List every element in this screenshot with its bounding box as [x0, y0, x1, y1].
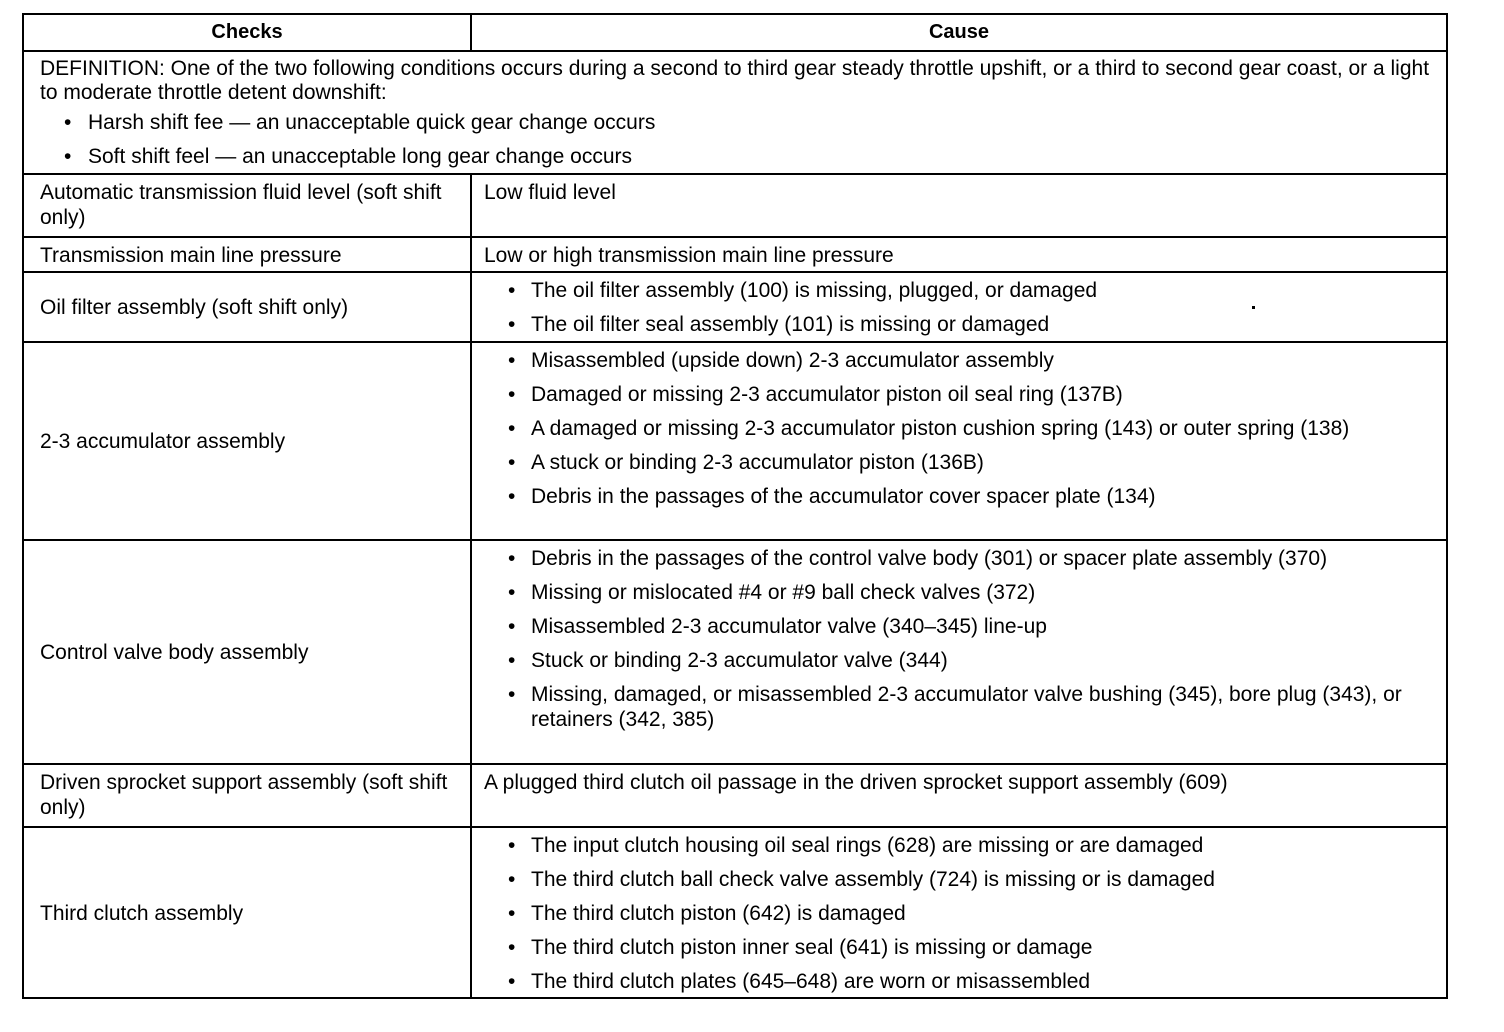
scan-speck	[1252, 306, 1255, 309]
check-label: Third clutch assembly	[40, 901, 244, 925]
diagnosis-table	[22, 13, 1448, 999]
cause-cell: A plugged third clutch oil passage in the driven sprocket support assembly (609)	[484, 771, 1228, 794]
list-item: • Debris in the passages of the accumulator cover spacer plate (134)	[484, 484, 1434, 509]
definition-bullets	[40, 110, 1430, 169]
list-item: • Missing, damaged, or misassembled 2-3 accumulator valve bushing (345), bore plug (343), or retainers (342, 385)	[484, 682, 1434, 732]
check-cell	[24, 541, 472, 763]
header-row	[24, 15, 1446, 50]
check-cell	[24, 343, 472, 539]
definition-bullet: • Harsh shift fee — an unacceptable quick gear change occurs	[40, 110, 1430, 135]
definition-cell	[24, 52, 1446, 173]
cause-list	[484, 278, 1434, 337]
list-item: • The input clutch housing oil seal rings (628) are missing or are damaged	[484, 833, 1434, 858]
table-row	[24, 826, 1446, 997]
definition-text: DEFINITION: One of the two following conditions occurs during a second to third gear steady throttle upshift, or a third to second gear coast, or a light to moderate throttle detent downshift:	[40, 57, 1430, 104]
list-item: • Missing or mislocated #4 or #9 ball check valves (372)	[484, 580, 1434, 605]
cause-cell	[472, 273, 1446, 341]
cause-cell	[472, 828, 1446, 997]
cause-cell: Low fluid level	[484, 181, 616, 204]
list-item: • The oil filter assembly (100) is missing, plugged, or damaged	[484, 278, 1434, 303]
table-row	[24, 236, 1446, 271]
list-item: • The third clutch plates (645–648) are worn or misassembled	[484, 969, 1434, 994]
cause-cell	[472, 343, 1446, 539]
list-item: • A damaged or missing 2-3 accumulator piston cushion spring (143) or outer spring (138)	[484, 416, 1434, 441]
cause-header: Cause	[928, 21, 990, 43]
table-row	[24, 341, 1446, 539]
cause-list	[484, 348, 1434, 509]
check-label: 2-3 accumulator assembly	[40, 430, 286, 453]
list-item: • The oil filter seal assembly (101) is missing or damaged	[484, 312, 1434, 337]
table-row	[24, 271, 1446, 341]
cause-cell	[472, 541, 1446, 763]
list-item: • Misassembled 2-3 accumulator valve (340–345) line-up	[484, 614, 1434, 639]
table-row	[24, 539, 1446, 763]
checks-header: Checks	[24, 15, 472, 50]
check-cell	[24, 828, 472, 997]
check-cell	[24, 273, 472, 341]
list-item: • A stuck or binding 2-3 accumulator piston (136B)	[484, 450, 1434, 475]
cause-list	[484, 833, 1434, 994]
check-label: Oil filter assembly (soft shift only)	[40, 296, 349, 319]
list-item: • Misassembled (upside down) 2-3 accumulator assembly	[484, 348, 1434, 373]
cause-cell: Low or high transmission main line pressure	[484, 244, 894, 267]
definition-bullet: • Soft shift feel — an unacceptable long gear change occurs	[40, 144, 1430, 169]
list-item: • The third clutch ball check valve assembly (724) is missing or is damaged	[484, 867, 1434, 892]
check-cell: Transmission main line pressure	[24, 238, 472, 271]
check-cell: Driven sprocket support assembly (soft shift only)	[24, 765, 472, 826]
table-row	[24, 173, 1446, 236]
list-item: • Debris in the passages of the control valve body (301) or spacer plate assembly (370)	[484, 546, 1434, 571]
list-item: • The third clutch piston inner seal (641) is missing or damage	[484, 935, 1434, 960]
definition-row	[24, 50, 1446, 173]
check-cell: Automatic transmission fluid level (soft shift only)	[24, 175, 472, 236]
check-label: Control valve body assembly	[40, 641, 309, 664]
cause-list	[484, 546, 1434, 732]
list-item: • Damaged or missing 2-3 accumulator piston oil seal ring (137B)	[484, 382, 1434, 407]
list-item: • The third clutch piston (642) is damaged	[484, 901, 1434, 926]
list-item: • Stuck or binding 2-3 accumulator valve (344)	[484, 648, 1434, 673]
table-row	[24, 763, 1446, 826]
